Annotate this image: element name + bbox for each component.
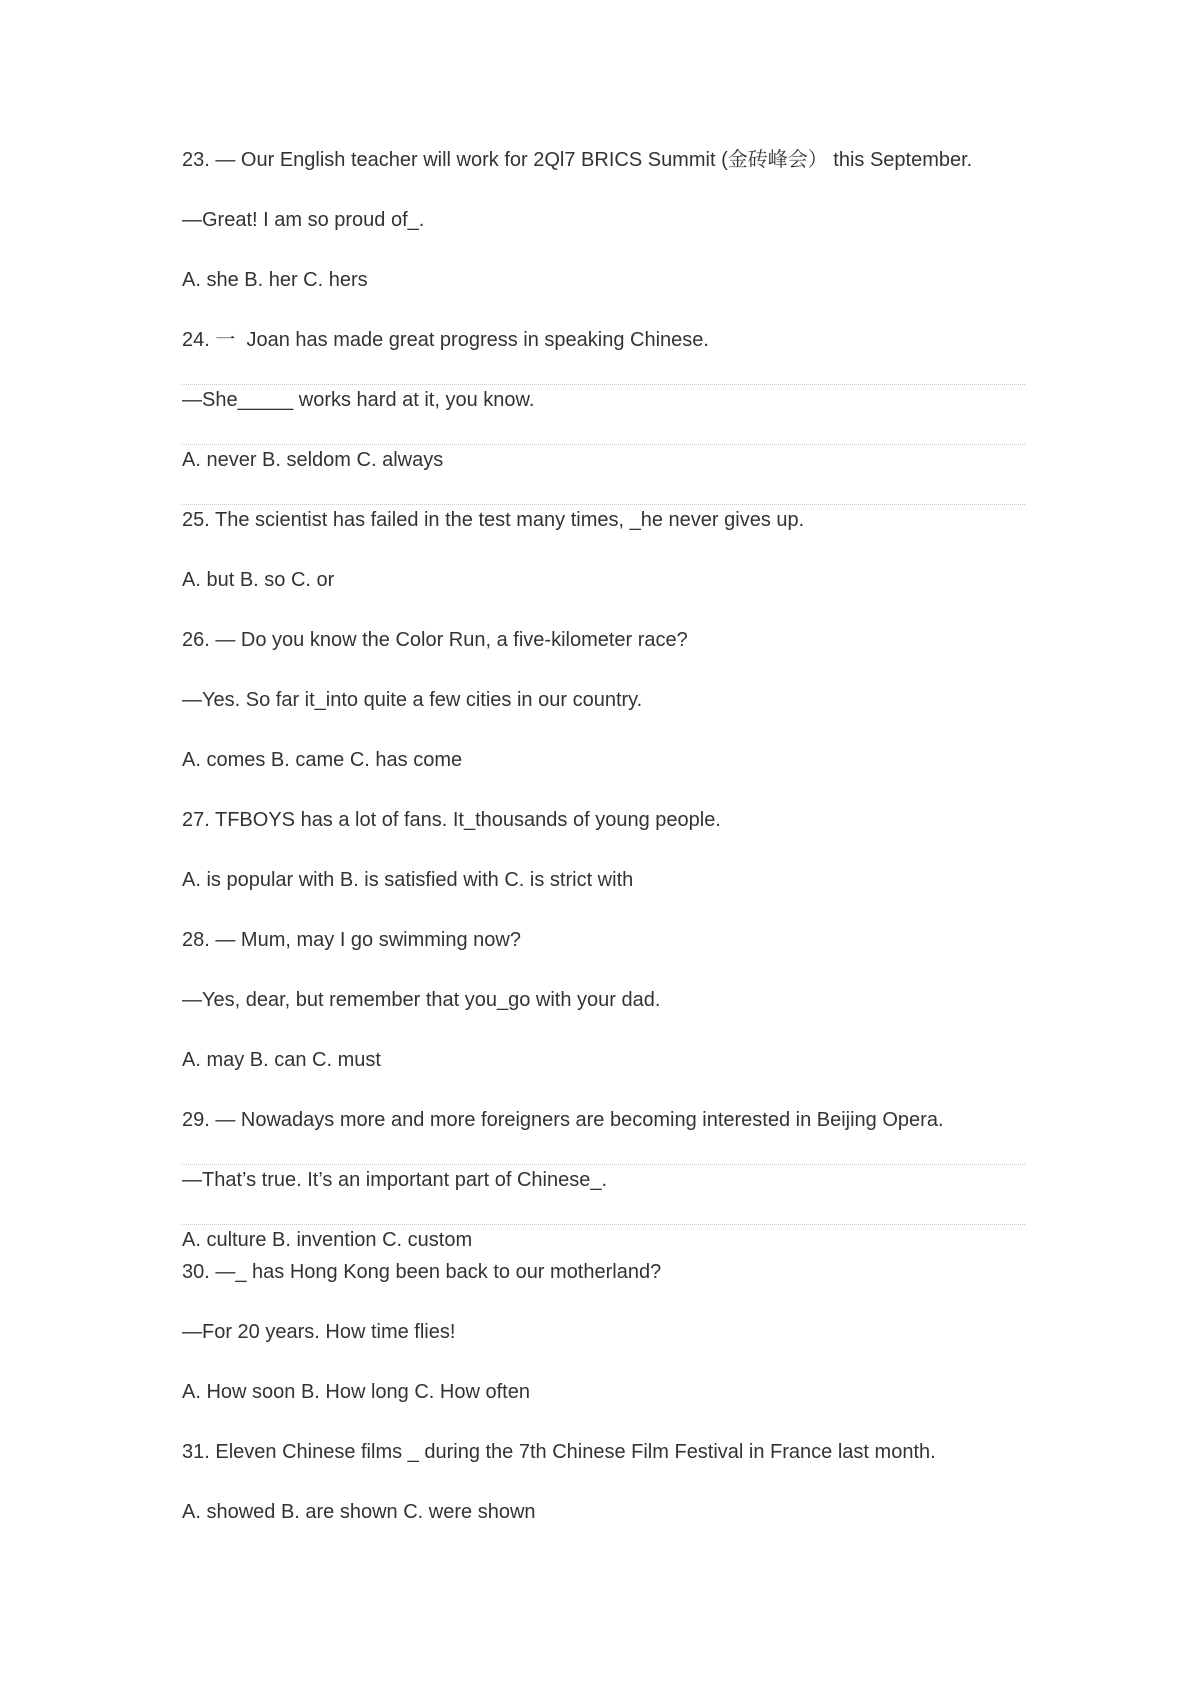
question-29-options: A. culture B. invention C. custom <box>182 1229 473 1251</box>
question-26-reply: —Yes. So far it_into quite a few cities in our country. <box>182 689 643 711</box>
dotted-divider <box>182 384 1025 385</box>
question-27-options: A. is popular with B. is satisfied with C. is strict with <box>182 869 634 891</box>
dotted-divider <box>182 504 1025 505</box>
question-30-stem: 30. —_ has Hong Kong been back to our motherland? <box>182 1261 662 1283</box>
question-24-options: A. never B. seldom C. always <box>182 449 444 471</box>
question-25-options: A. but B. so C. or <box>182 569 335 591</box>
question-28-reply: —Yes, dear, but remember that you_go with your dad. <box>182 989 661 1011</box>
dotted-divider <box>182 444 1025 445</box>
question-28-options: A. may B. can C. must <box>182 1049 381 1071</box>
question-26-options: A. comes B. came C. has come <box>182 749 463 771</box>
question-30-options: A. How soon B. How long C. How often <box>182 1381 530 1403</box>
question-26-stem: 26. — Do you know the Color Run, a five-kilometer race? <box>182 629 688 651</box>
question-23-stem: 23. — Our English teacher will work for 2Ql7 BRICS Summit (金砖峰会） this September. <box>182 149 973 171</box>
question-29-stem: 29. — Nowadays more and more foreigners are becoming interested in Beijing Opera. <box>182 1109 944 1131</box>
question-23-reply: —Great! I am so proud of_. <box>182 209 425 231</box>
question-31-stem: 31. Eleven Chinese films _ during the 7th Chinese Film Festival in France last month. <box>182 1441 936 1463</box>
question-24-reply: —She_____ works hard at it, you know. <box>182 389 535 411</box>
question-24-stem: 24. 一 Joan has made great progress in speaking Chinese. <box>182 329 709 351</box>
question-23-options: A. she B. her C. hers <box>182 269 368 291</box>
dotted-divider <box>182 1224 1025 1225</box>
question-25-stem: 25. The scientist has failed in the test many times, _he never gives up. <box>182 509 805 531</box>
question-28-stem: 28. — Mum, may I go swimming now? <box>182 929 521 951</box>
question-30-reply: —For 20 years. How time flies! <box>182 1321 456 1343</box>
question-27-stem: 27. TFBOYS has a lot of fans. It_thousands of young people. <box>182 809 721 831</box>
dotted-divider <box>182 1164 1025 1165</box>
question-29-reply: —That’s true. It’s an important part of Chinese_. <box>182 1169 608 1191</box>
question-31-options: A. showed B. are shown C. were shown <box>182 1501 536 1523</box>
